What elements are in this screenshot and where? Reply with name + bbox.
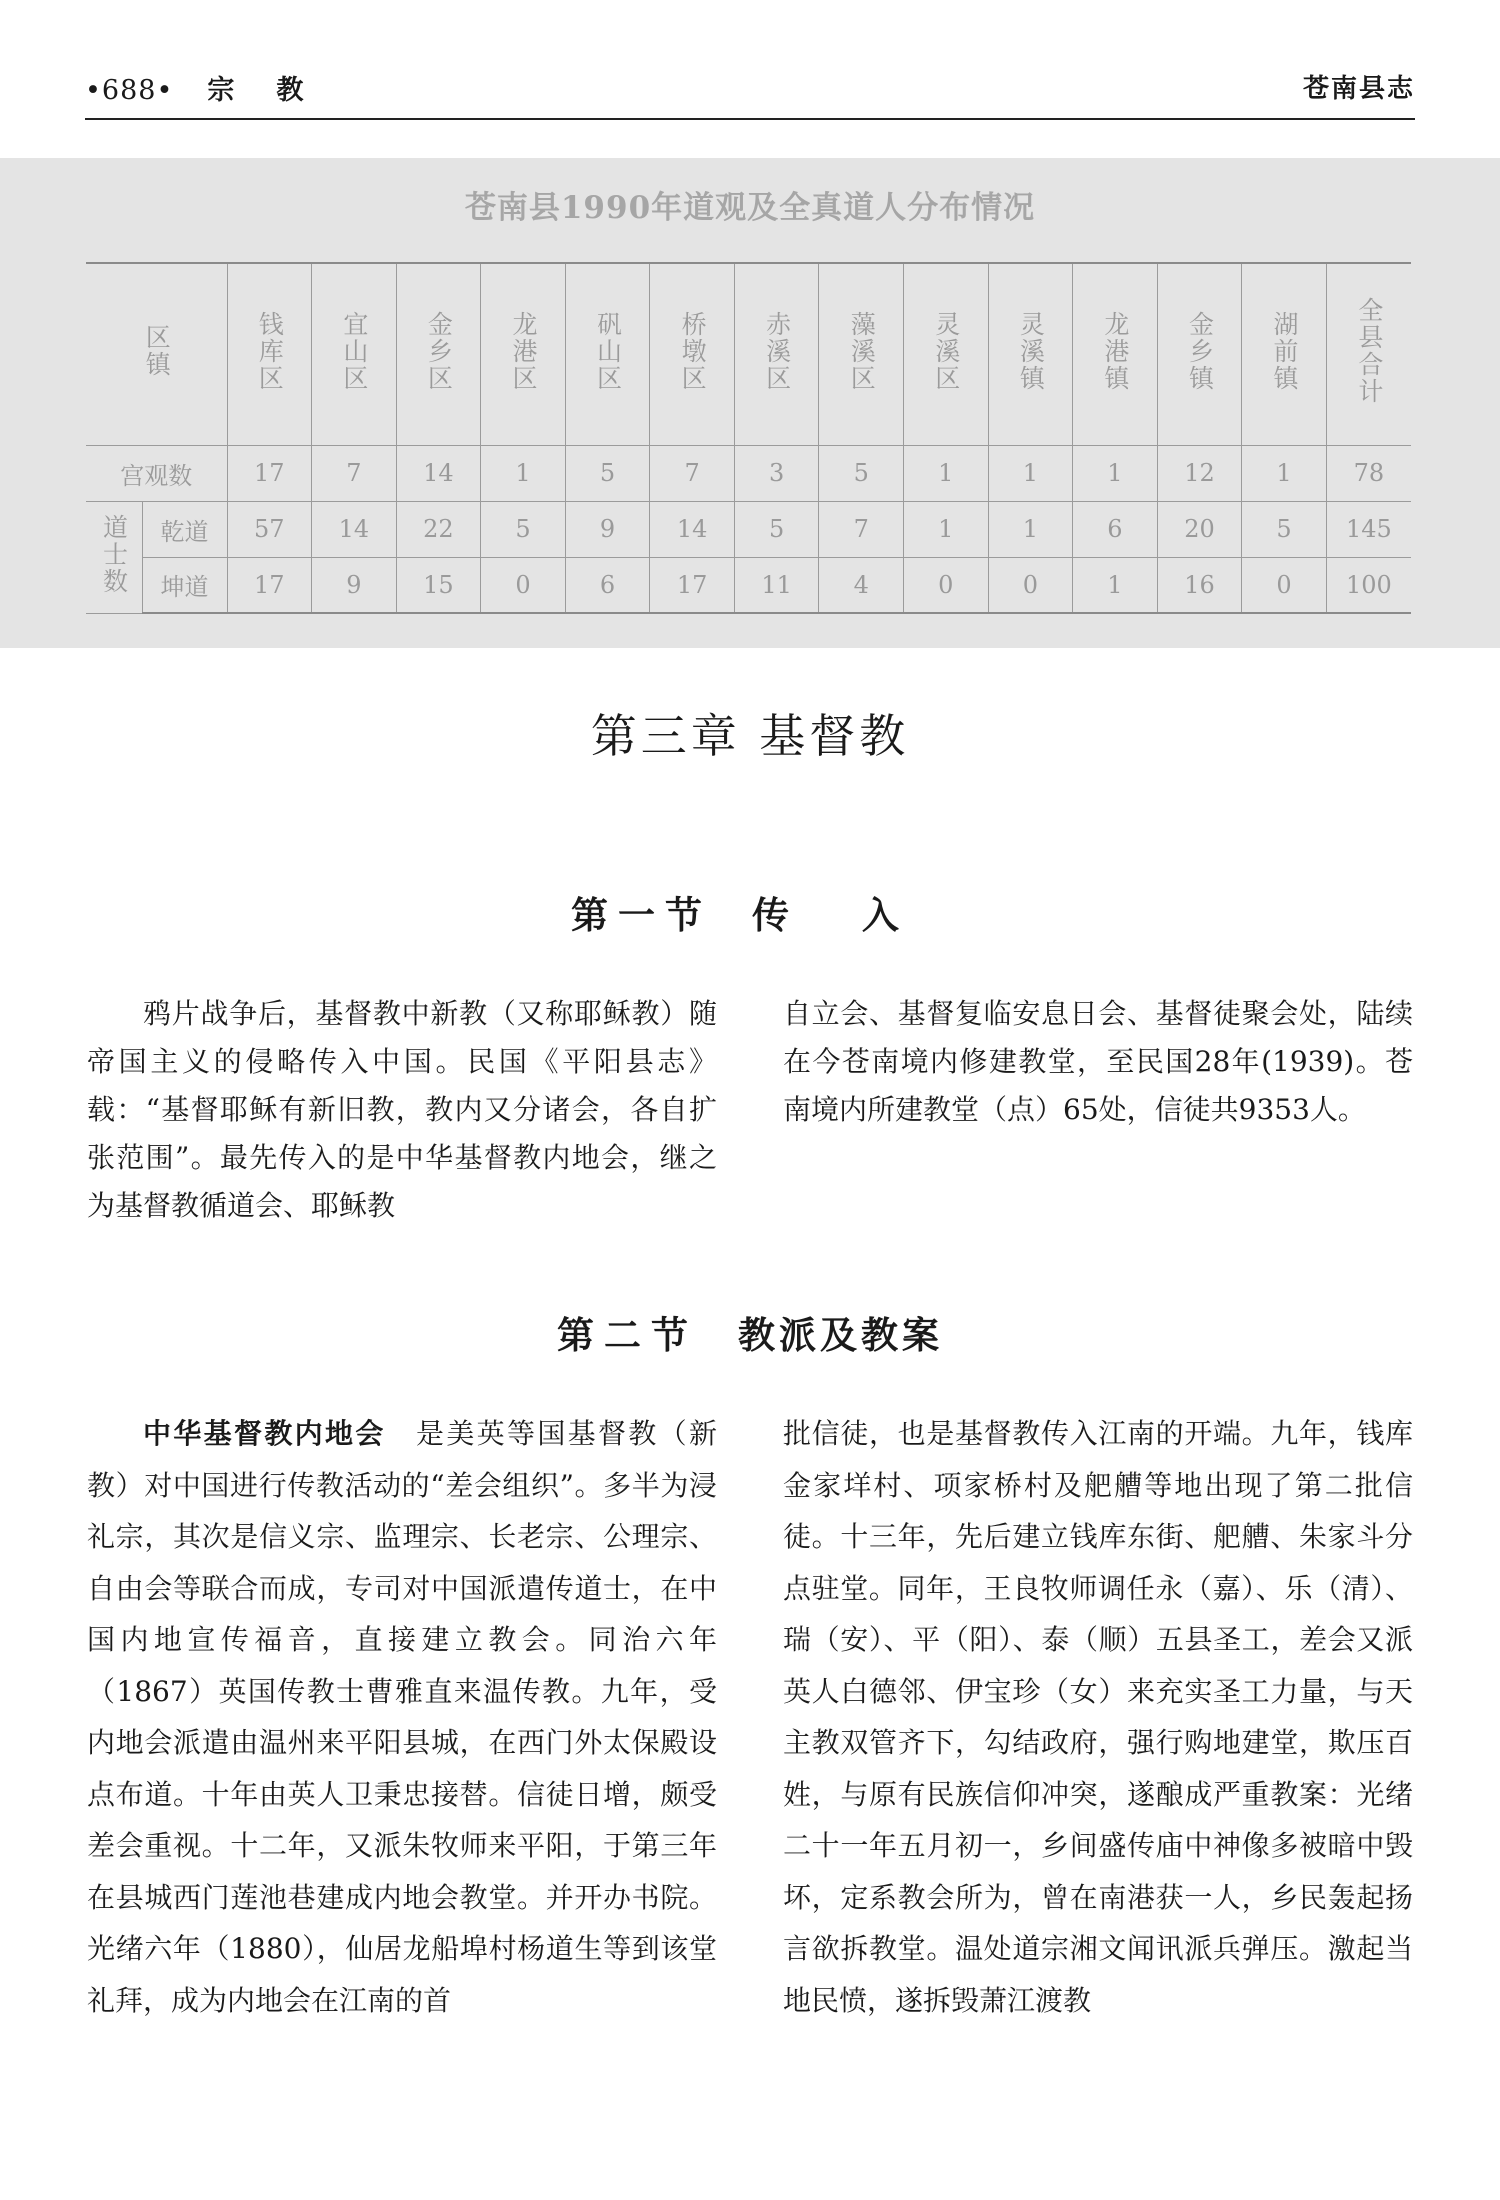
section-1-label: 第一节 (571, 893, 713, 937)
table-cell: 1 (988, 501, 1073, 557)
row-label: 宫观数 (86, 445, 227, 501)
table-cell: 5 (1242, 501, 1327, 557)
table-cell: 5 (734, 501, 819, 557)
table-cell: 4 (819, 557, 904, 613)
section-1-paragraph-continued: 自立会、基督复临安息日会、基督徒聚会处，陆续在今苍南境内修建教堂，至民国28年(1939)。苍南境内所建教堂（点）65处，信徒共9353人。 (783, 997, 1413, 1126)
section-1-title: 传 入 (752, 893, 929, 937)
book-title: 苍南县志 (1302, 74, 1415, 104)
column-header: 龙港镇 (1073, 263, 1158, 445)
table-cell: 1 (1073, 557, 1158, 613)
section-2-heading (0, 1305, 1500, 1359)
table-cell: 9 (312, 557, 397, 613)
entry-body: 是美英等国基督教（新教）对中国进行传教活动的“差会组织”。多半为浸礼宗，其次是信义宗、监理宗、长老宗、公理宗、自由会等联合而成，专司对中国派遣传道士，在中国内地宣传福音，直接建立教会。同治六年（1867）英国传教士曹雅直来温传教。九年，受内地会派遣由温州来平阳县城，在西门外太保殿设点布道。十年由英人卫秉忠接替。信徒日增，颇受差会重视。十二年，又派朱牧师来平阳，于第三年在县城西门莲池巷建成内地会教堂。并开办书院。光绪六年（1880），仙居龙船埠村杨道生等到该堂礼拜，成为内地会在江南的首 (87, 1417, 717, 2017)
table-cell: 11 (734, 557, 819, 613)
table-cell: 5 (819, 445, 904, 501)
section-1-paragraph: 鸦片战争后，基督教中新教（又称耶稣教）随帝国主义的侵略传入中国。民国《平阳县志》载：“基督耶稣有新旧教，教内又分诸会，各自扩张范围”。最先传入的是中华基督教内地会，继之为基督教循道会、耶稣教 (87, 997, 717, 1222)
chapter-title: 第三章 基督教 (590, 709, 910, 763)
table-cell: 14 (650, 501, 735, 557)
row-label: 坤道 (142, 557, 227, 613)
corner-header: 区镇 (86, 263, 227, 445)
table-cell: 0 (904, 557, 989, 613)
table-header-row (86, 263, 1411, 445)
table-cell: 57 (227, 501, 312, 557)
table-cell: 7 (819, 501, 904, 557)
page-header (85, 68, 1415, 120)
table-cell: 100 (1326, 557, 1411, 613)
section-2-right-column (783, 1408, 1413, 2026)
column-header: 湖前镇 (1242, 263, 1327, 445)
section-2-title: 教派及教案 (738, 1313, 943, 1357)
section-1-right-column (783, 990, 1413, 1134)
section-1-left-column (87, 990, 717, 1230)
table-cell: 6 (1073, 501, 1158, 557)
table-cell: 0 (1242, 557, 1327, 613)
table-title: 苍南县1990年道观及全真道人分布情况 (464, 190, 1036, 226)
table-cell: 1 (904, 501, 989, 557)
header-left (85, 68, 345, 107)
section-2-paragraph (87, 1408, 717, 2026)
section-2-paragraph-continued: 批信徒，也是基督教传入江南的开端。九年，钱库金家垟村、项家桥村及舥艚等地出现了第二批信徒。十三年，先后建立钱库东街、舥艚、朱家斗分点驻堂。同年，王良牧师调任永（嘉）、乐（清）、瑞（安）、平（阳）、泰（顺）五县圣工，差会又派英人白德邻、伊宝珍（女）来充实圣工力量，与天主教双管齐下，勾结政府，强行购地建堂，欺压百姓，与原有民族信仰冲突，遂酿成严重教案：光绪二十一年五月初一，乡间盛传庙中神像多被暗中毁坏，定系教会所为，曾在南港获一人，乡民轰起扬言欲拆教堂。温处道宗湘文闻讯派兵弹压。激起当地民愤，遂拆毁萧江渡教 (783, 1417, 1413, 2017)
table-cell: 14 (396, 445, 481, 501)
table-cell: 5 (565, 445, 650, 501)
group-label: 道士数 (86, 501, 142, 613)
column-header: 金乡镇 (1157, 263, 1242, 445)
table-cell: 20 (1157, 501, 1242, 557)
table-cell: 3 (734, 445, 819, 501)
section-1-heading (0, 885, 1500, 939)
table-cell: 1 (988, 445, 1073, 501)
table-cell: 14 (312, 501, 397, 557)
table-cell: 0 (988, 557, 1073, 613)
table-cell: 1 (904, 445, 989, 501)
table-row-kundao (86, 557, 1411, 613)
running-section: 宗教 (207, 75, 346, 106)
column-header: 桥墩区 (650, 263, 735, 445)
table-cell: 17 (227, 445, 312, 501)
table-row-temples (86, 445, 1411, 501)
table-cell: 17 (227, 557, 312, 613)
section-2-label: 第二节 (557, 1313, 698, 1357)
column-header: 藻溪区 (819, 263, 904, 445)
table-cell: 22 (396, 501, 481, 557)
column-header: 钱库区 (227, 263, 312, 445)
column-header: 金乡区 (396, 263, 481, 445)
table-cell: 7 (312, 445, 397, 501)
column-header: 宜山区 (312, 263, 397, 445)
table-cell: 0 (481, 557, 566, 613)
table-cell: 17 (650, 557, 735, 613)
table-row-qiandao (86, 501, 1411, 557)
column-header: 矾山区 (565, 263, 650, 445)
column-header: 灵溪区 (904, 263, 989, 445)
table-cell: 1 (1242, 445, 1327, 501)
distribution-table (86, 262, 1411, 614)
page-number: •688• (85, 75, 174, 106)
column-header: 灵溪镇 (988, 263, 1073, 445)
table-cell: 1 (1073, 445, 1158, 501)
table-cell: 6 (565, 557, 650, 613)
table-cell: 16 (1157, 557, 1242, 613)
table-cell: 78 (1326, 445, 1411, 501)
section-2-left-column (87, 1408, 717, 2026)
table-cell: 9 (565, 501, 650, 557)
table-cell: 1 (481, 445, 566, 501)
column-header: 全县合计 (1326, 263, 1411, 445)
table-cell: 145 (1326, 501, 1411, 557)
column-header: 赤溪区 (734, 263, 819, 445)
entry-heading: 中华基督教内地会 (143, 1417, 386, 1450)
table-cell: 5 (481, 501, 566, 557)
table-cell: 7 (650, 445, 735, 501)
row-label: 乾道 (142, 501, 227, 557)
table-cell: 15 (396, 557, 481, 613)
column-header: 龙港区 (481, 263, 566, 445)
table-cell: 12 (1157, 445, 1242, 501)
